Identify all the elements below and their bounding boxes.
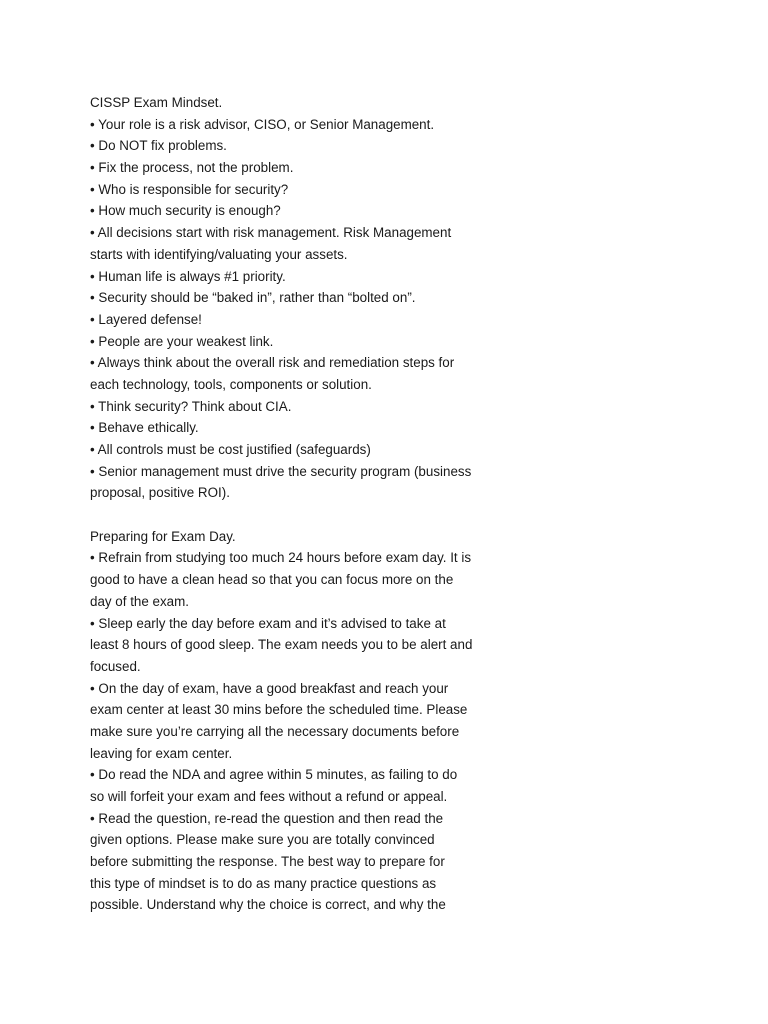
mindset-line: • People are your weakest link.	[90, 333, 274, 349]
exam-day-line: least 8 hours of good sleep. The exam needs you to be alert and	[90, 637, 473, 653]
mindset-line: • Layered defense!	[90, 311, 202, 327]
exam-day-line: • Do read the NDA and agree within 5 minutes, as failing to do	[90, 767, 458, 783]
mindset-line: • Always think about the overall risk and remediation steps for	[90, 355, 455, 371]
mindset-line: • Security should be “baked in”, rather than “bolted on”.	[90, 290, 416, 306]
exam-day-line: leaving for exam center.	[90, 745, 233, 761]
exam-day-line: possible. Understand why the choice is correct, and why the	[90, 897, 446, 913]
section-title-exam-day: Preparing for Exam Day.	[90, 528, 236, 544]
exam-day-line: so will forfeit your exam and fees without a refund or appeal.	[90, 789, 448, 804]
mindset-line: • Senior management must drive the security program (business	[90, 463, 472, 479]
mindset-line: • All controls must be cost justified (safeguards)	[90, 442, 371, 457]
exam-day-line: focused.	[90, 658, 141, 674]
mindset-line: • Think security? Think about CIA.	[90, 398, 292, 414]
mindset-line: starts with identifying/valuating your assets.	[90, 246, 348, 262]
mindset-line: • All decisions start with risk management. Risk Management	[90, 225, 452, 241]
exam-day-line: • On the day of exam, have a good breakfast and reach your	[90, 680, 449, 696]
document-body	[90, 92, 500, 916]
mindset-line: • Behave ethically.	[90, 420, 199, 436]
exam-day-line: make sure you’re carrying all the necessary documents before	[90, 723, 460, 739]
exam-day-line: exam center at least 30 mins before the scheduled time. Please	[90, 702, 468, 718]
mindset-line: • How much security is enough?	[90, 203, 281, 219]
exam-day-line: • Read the question, re-read the question and then read the	[90, 810, 444, 826]
section-title-exam-mindset: CISSP Exam Mindset.	[90, 95, 223, 110]
exam-day-line: • Sleep early the day before exam and it’s advised to take at	[90, 615, 446, 631]
mindset-line: • Your role is a risk advisor, CISO, or Senior Management.	[90, 116, 435, 132]
exam-day-line: day of the exam.	[90, 593, 189, 609]
exam-day-line: given options. Please make sure you are totally convinced	[90, 832, 435, 848]
mindset-line: • Fix the process, not the problem.	[90, 160, 294, 176]
section-spacer	[90, 504, 500, 526]
mindset-line: • Do NOT fix problems.	[90, 138, 227, 154]
mindset-line: proposal, positive ROI).	[90, 485, 230, 501]
mindset-line: • Who is responsible for security?	[90, 181, 289, 197]
exam-day-line: • Refrain from studying too much 24 hours before exam day. It is	[90, 550, 472, 566]
exam-day-line: good to have a clean head so that you can focus more on the	[90, 572, 454, 588]
mindset-line: each technology, tools, components or solution.	[90, 376, 372, 392]
exam-day-line: this type of mindset is to do as many practice questions as	[90, 875, 437, 891]
exam-day-line: before submitting the response. The best way to prepare for	[90, 854, 445, 870]
mindset-line: • Human life is always #1 priority.	[90, 268, 286, 284]
